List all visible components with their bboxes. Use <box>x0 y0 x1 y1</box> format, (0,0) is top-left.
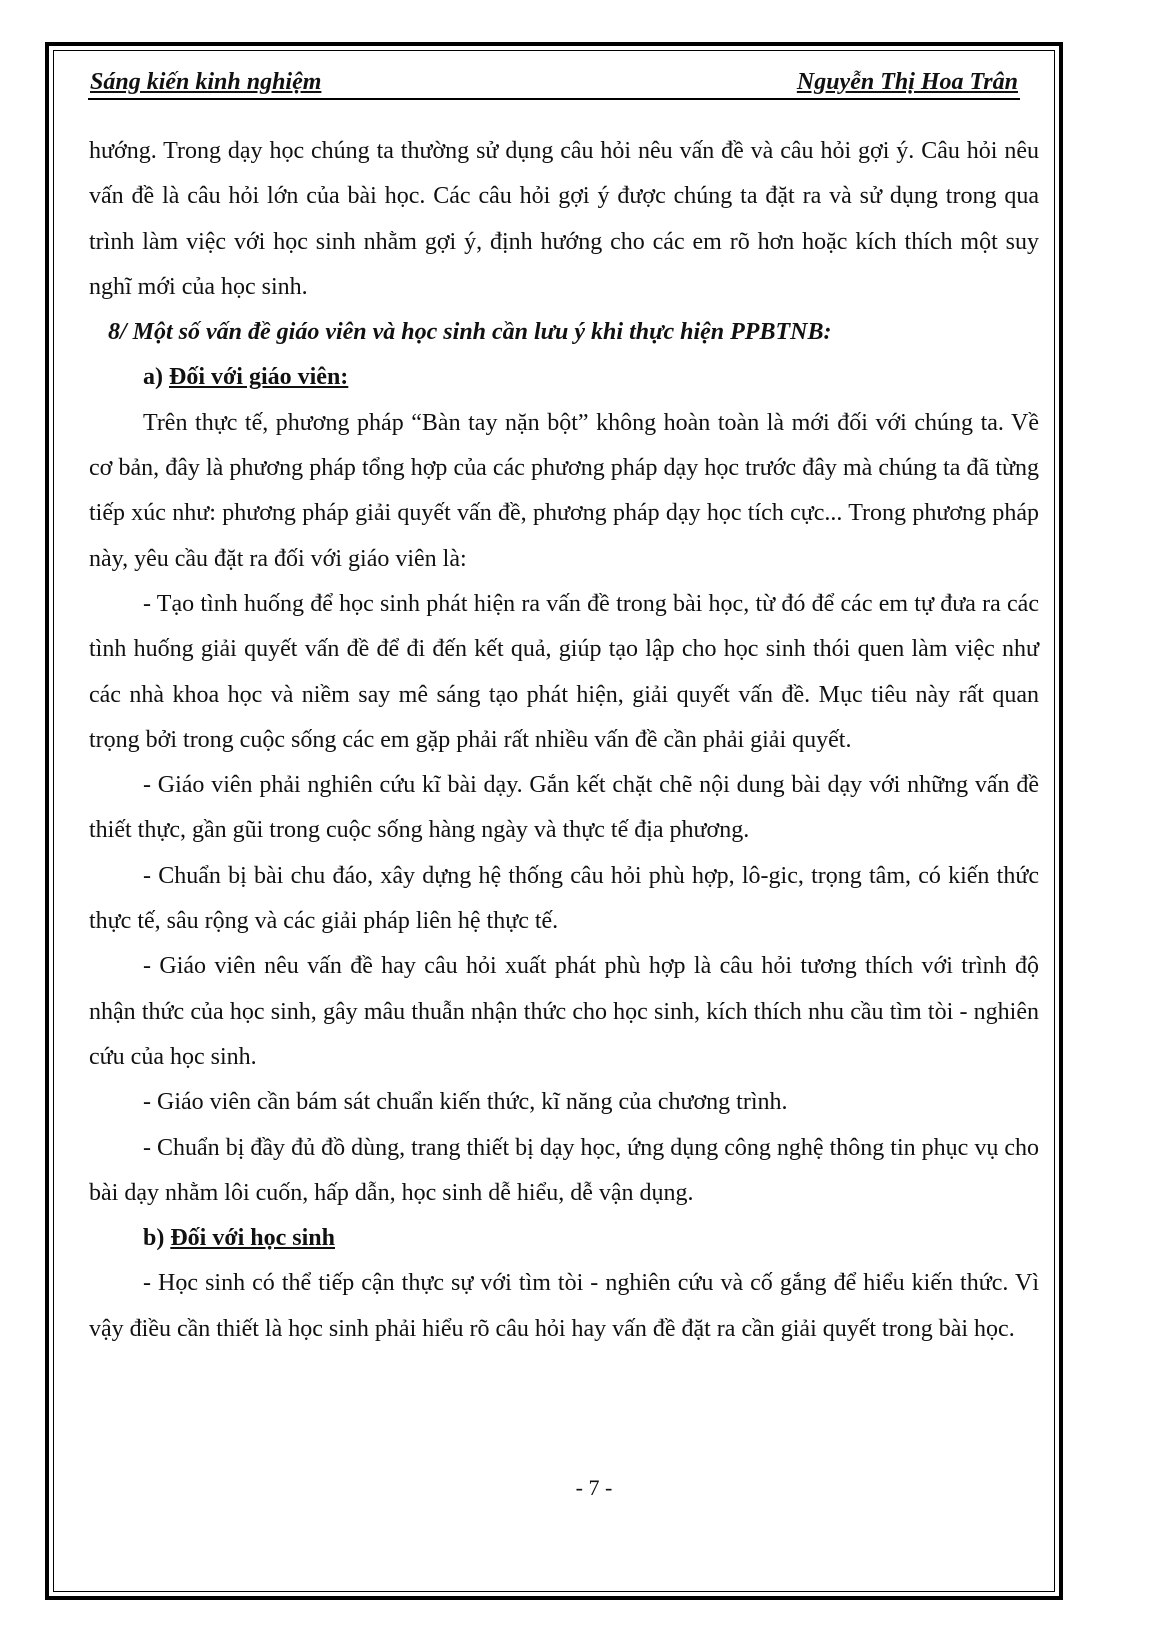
page-header <box>88 66 1020 100</box>
header-document-type: Sáng kiến kinh nghiệm <box>90 69 322 95</box>
paragraph-continuation: hướng. Trong dạy học chúng ta thường sử dụng câu hỏi nêu vấn đề và câu hỏi gợi ý. Câu hỏi nêu vấn đề là câu hỏi lớn của bài học. Các câu hỏi gợi ý được chúng ta đặt ra và sử dụng trong qua trình làm việc với học sinh nhằm gợi ý, định hướng cho các em rõ hơn hoặc kích thích một suy nghĩ mới của học sinh. <box>89 138 1039 300</box>
paragraph-teachers-item-1: - Tạo tình huống để học sinh phát hiện ra vấn đề trong bài học, từ đó để các em tự đưa ra các tình huống giải quyết vấn đề để đi đến kết quả, giúp tạo lập cho học sinh thói quen làm việc như các nhà khoa học và niềm say mê sáng tạo phát hiện, giải quyết vấn đề. Mục tiêu này rất quan trọng bởi trong cuộc sống các em gặp phải rất nhiều vấn đề cần phải giải quyết. <box>89 590 1039 753</box>
subheading-teachers <box>89 355 1039 400</box>
paragraph-teachers-intro: Trên thực tế, phương pháp “Bàn tay nặn bột” không hoàn toàn là mới đối với chúng ta. Về cơ bản, đây là phương pháp tổng hợp của các phương pháp dạy học trước đây mà chúng ta đã từng tiếp xúc như: phương pháp giải quyết vấn đề, phương pháp dạy học tích cực... Trong phương pháp này, yêu cầu đặt ra đối với giáo viên là: <box>89 409 1039 572</box>
subheading-students-title: Đối với học sinh <box>170 1225 336 1252</box>
paragraph-teachers-item-6: - Chuẩn bị đầy đủ đồ dùng, trang thiết bị dạy học, ứng dụng công nghệ thông tin phục vụ cho bài dạy nhằm lôi cuốn, hấp dẫn, học sinh dễ hiểu, dễ vận dụng. <box>89 1134 1039 1206</box>
subheading-students <box>89 1216 1039 1261</box>
subheading-teachers-title: Đối với giáo viên: <box>169 364 349 391</box>
section-heading-8: 8/ Một số vấn đề giáo viên và học sinh cần lưu ý khi thực hiện PPBTNB: <box>108 319 832 346</box>
paragraph-students-item-1: - Học sinh có thể tiếp cận thực sự với tìm tòi - nghiên cứu và cố gắng để hiểu kiến thức. Vì vậy điều cần thiết là học sinh phải hiểu rõ câu hỏi hay vấn đề đặt ra cần giải quyết trong bài học. <box>89 1270 1039 1342</box>
document-body <box>89 129 1039 1352</box>
page-number: - 7 - <box>575 1475 613 1500</box>
header-author: Nguyễn Thị Hoa Trân <box>796 69 1018 95</box>
paragraph-teachers-item-4: - Giáo viên nêu vấn đề hay câu hỏi xuất phát phù hợp là câu hỏi tương thích với trình độ nhận thức của học sinh, gây mâu thuẫn nhận thức cho học sinh, kích thích nhu cầu tìm tòi - nghiên cứu của học sinh. <box>89 953 1039 1070</box>
subheading-teachers-prefix: a) <box>143 364 169 391</box>
subheading-students-prefix: b) <box>143 1225 171 1252</box>
paragraph-teachers-item-2: - Giáo viên phải nghiên cứu kĩ bài dạy. Gắn kết chặt chẽ nội dung bài dạy với những vấn đề thiết thực, gần gũi trong cuộc sống hàng ngày và thực tế địa phương. <box>89 772 1039 844</box>
paragraph-teachers-item-5: - Giáo viên cần bám sát chuẩn kiến thức, kĩ năng của chương trình. <box>143 1089 788 1116</box>
paragraph-teachers-item-3: - Chuẩn bị bài chu đáo, xây dựng hệ thống câu hỏi phù hợp, lô-gic, trọng tâm, có kiến thức thực tế, sâu rộng và các giải pháp liên hệ thực tế. <box>89 862 1039 935</box>
